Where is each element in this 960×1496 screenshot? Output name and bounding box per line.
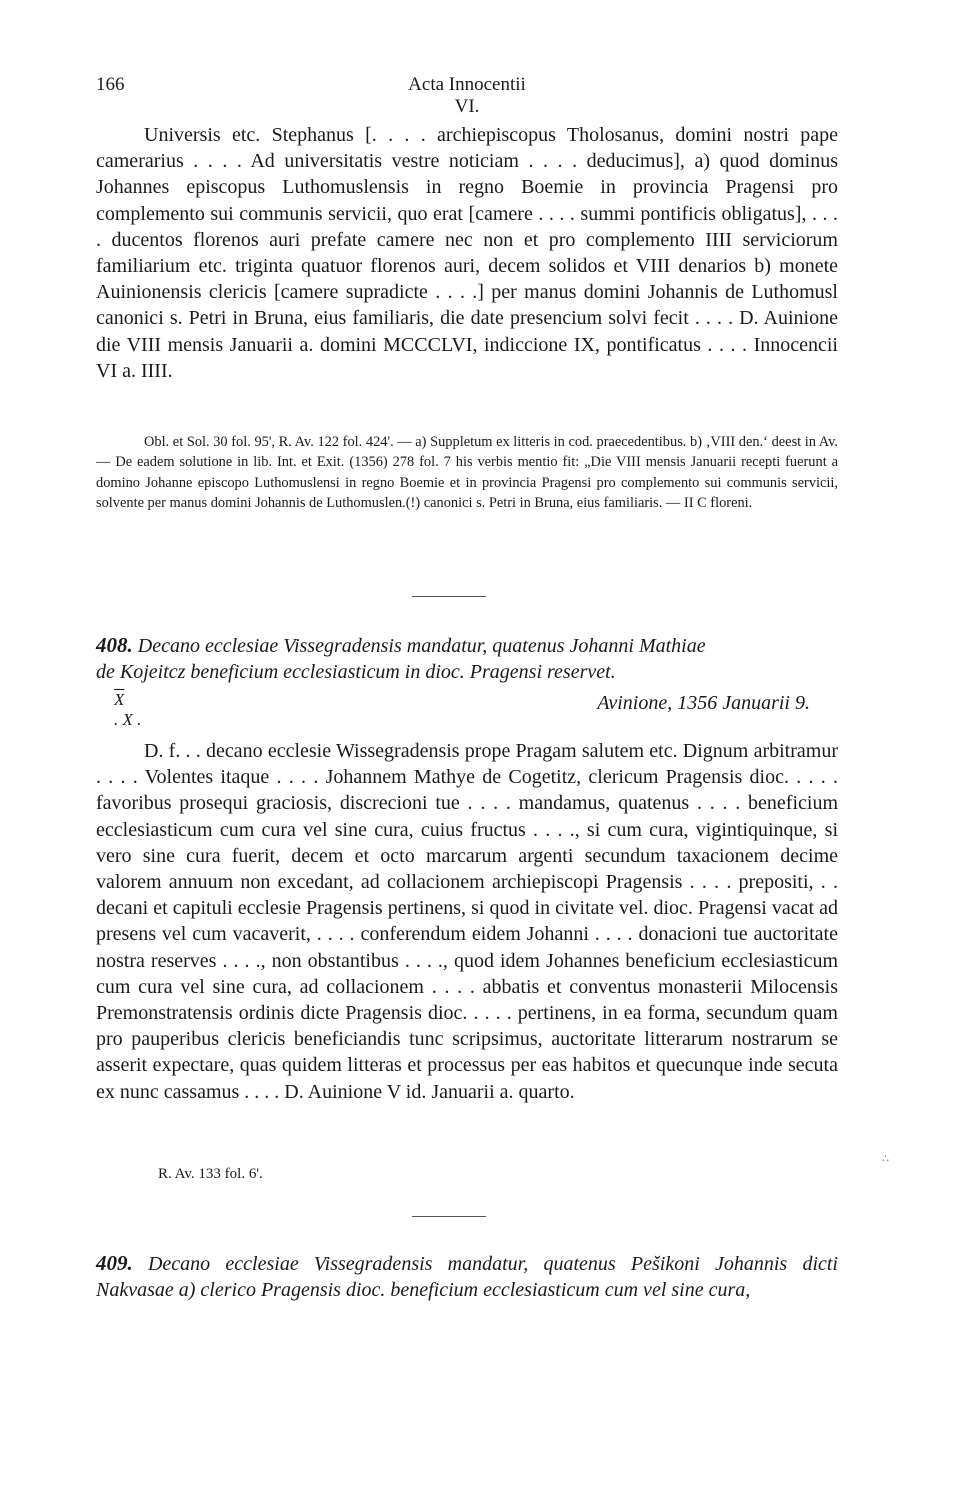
document-408-body: D. f. . . decano ecclesie Wissegradensis prope Pragam salutem etc. Dignum arbitramur . . . . Volentes itaque . . . . Johannem Mathye de Cogetitz, clericum Pragensis dioc. . . . . favoribus prosequi graciosis, discrecioni tue . . . . mandamus, quatenus . . . . beneficium ecclesiasticum cum cura vel sine cura, cuius fructus . . . ., si cum cura, vigintiquinque, si vero sine cura fuerit, decem et octo marcarum argenti secundum taxacionem decime valorem annuum non excedant, ad collacionem archiepiscopi Pragensis . . . . prepositi, . . decani et capituli ecclesie Pragensis pertinens, si quod in civitate vel. dioc. Pragensi vacat ad presens vel cum vacaverit, . . . . conferendum eidem Johanni . . . . donacioni tue auctoritate nostra reserves . . . ., non obstantibus . . . ., quod idem Johannes beneficium ecclesiasticum cum cura vel sine cura, ad collacionem . . . . abbatis et conventus monasterii Milocensis Premonstratensis ordinis dicte Pragensis dioc. . . . . pertinens, in ea forma, secundum quam pro pauperibus clericis beneficiandis tunc scripsimus, auctoritate litterarum nostrarum se asserit expectare, quas quidem litteras et processus per eas habitos et quecunque inde secuta ex nunc cassamus . . . . D. Auinione V id. Januarii a. quarto. bbox=[96, 740, 838, 1103]
document-title-line-2: de Kojeitcz beneficium ecclesiasticum in dioc. Pragensi reservet. bbox=[96, 661, 616, 683]
previous-document-body: Universis etc. Stephanus [. . . . archiepiscopus Tholosanus, domini nostri pape camerarius . . . . Ad universitatis vestre noticiam . . . . deducimus], a) quod dominus Johannes episcopus Luthomuslensis in regno Boemie in provincia Pragensi pro complemento sui communis servicii, quo erat [camere . . . . summi pontificis obligatus], . . . . ducentos florenos auri prefate camere nec non et pro complemento IIII serviciorum familiarium etc. triginta quatuor florenos auri, decem solidos et VIII denarios b) monete Auinionensis clericis [camere supradicte . . . .] per manus domini Johannis de Luthomusl canonici s. Petri in Bruna, eius familiaris, die date presencium solvi fecit . . . . D. Auinione die VIII mensis Januarii a. domini MCCCLVI, indiccione IX, pontificatus . . . . Innocencii VI a. IIII. bbox=[96, 124, 838, 382]
register-mark-top: $\overline{X}$ bbox=[114, 690, 125, 709]
register-mark-bottom: . X . bbox=[114, 710, 142, 729]
document-number: 408. bbox=[96, 633, 133, 657]
document-409-heading bbox=[96, 1250, 838, 1303]
margin-mark: ∴ bbox=[882, 1153, 889, 1165]
section-divider bbox=[412, 596, 486, 597]
page-number: 166 bbox=[96, 74, 125, 95]
document-title: Decano ecclesiae Vissegradensis mandatur, quatenus Pešikoni Johannis dicti Nakvasae a) clerico Pragensis dioc. beneficium ecclesiasticum cum vel sine cura, bbox=[96, 1253, 838, 1301]
document-408-body-block bbox=[96, 738, 838, 1105]
document-408-heading bbox=[96, 632, 838, 685]
previous-document bbox=[96, 122, 838, 384]
footnotes: Obl. et Sol. 30 fol. 95', R. Av. 122 fol. 424'. — a) Suppletum ex litteris in cod. praecedentibus. b) ‚VIII den.‘ deest in Av. — De eadem solutione in lib. Int. et Exit. (1356) 278 fol. 7 his verbis mentio fit: „Die VIII mensis Januarii recepti fuerunt a domino Johanne episcopo Luthomuslensi in regno Boemie et in provincia Pragensi pro complemento sui communis servicii, solvente per manus domini Johannis de Luthomuslen.(!) canonici s. Petri in Bruna, eius familiaris. — II C floreni. bbox=[96, 434, 838, 512]
section-divider bbox=[412, 1216, 486, 1217]
place-and-date: Avinione, 1356 Januarii 9. bbox=[597, 692, 810, 714]
document-number: 409. bbox=[96, 1251, 133, 1275]
page-header bbox=[96, 74, 838, 117]
running-title: Acta Innocentii VI. bbox=[408, 74, 526, 117]
source-reference: R. Av. 133 fol. 6'. bbox=[158, 1166, 263, 1182]
document-title-line-1: Decano ecclesiae Vissegradensis mandatur, quatenus Johanni Mathiae bbox=[137, 635, 706, 657]
register-marks bbox=[114, 690, 141, 730]
previous-document-notes bbox=[96, 432, 838, 514]
